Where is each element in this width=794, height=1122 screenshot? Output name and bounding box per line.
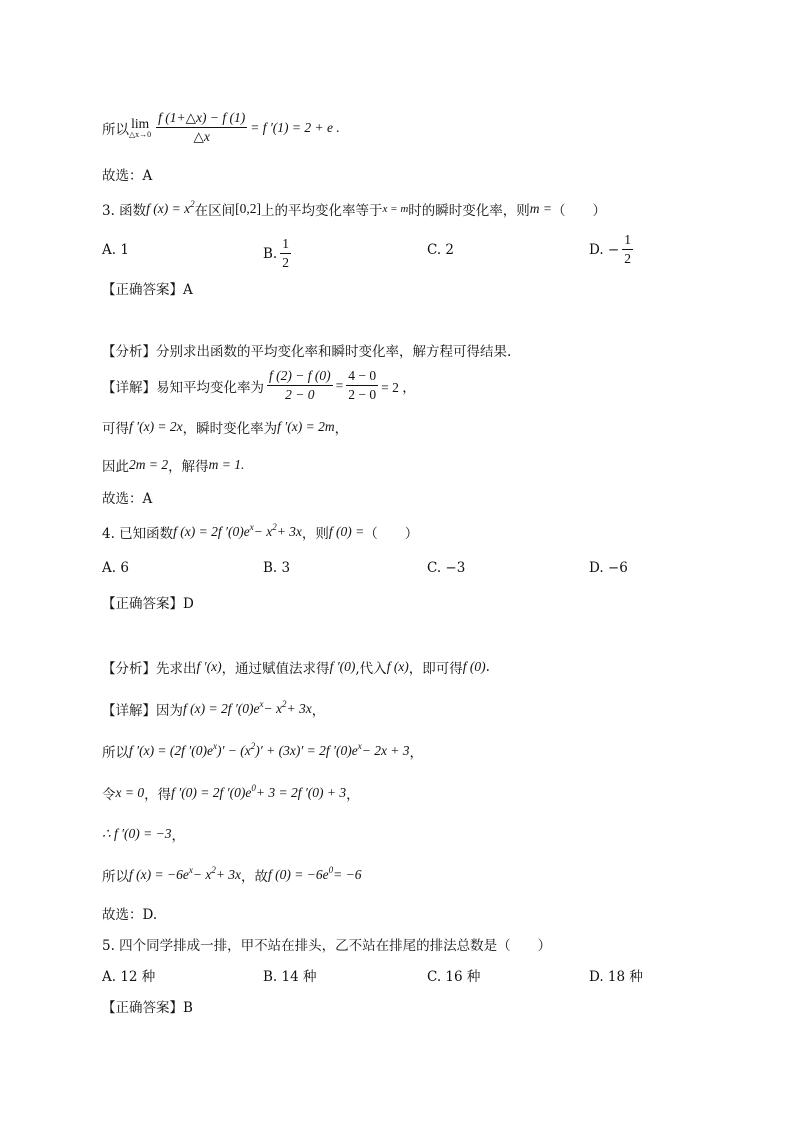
q3-option-a: A. 1 bbox=[102, 242, 129, 258]
question-5: 5. 四个同学排成一排，甲不站在排头，乙不站在排尾的排法总数是（ ） bbox=[102, 938, 552, 954]
text-pre: 所以 bbox=[102, 869, 129, 885]
question-4 bbox=[102, 522, 418, 542]
text-post: . bbox=[485, 659, 490, 675]
q5-option-c: C. 16 种 bbox=[427, 969, 481, 985]
math-expr: f (0) = −6e bbox=[268, 867, 329, 882]
detail-pre: 【详解】易知平均变化率为 bbox=[102, 379, 264, 396]
text-post: ， bbox=[334, 421, 349, 437]
fraction-numerator: f (2) − f (0) bbox=[267, 368, 333, 386]
fraction-numerator: 1 bbox=[280, 236, 291, 254]
analysis-4 bbox=[102, 657, 490, 677]
option-label: B. bbox=[263, 245, 278, 262]
equals-sign: = bbox=[335, 377, 344, 393]
q3-m: m = bbox=[529, 201, 552, 216]
q3-option-b bbox=[263, 236, 294, 271]
text-pre: 【详解】因为 bbox=[102, 703, 183, 719]
math-expr: − x bbox=[253, 524, 273, 539]
correct-answer-4: 【正确答案】D bbox=[102, 596, 194, 612]
detail-fraction-2 bbox=[346, 368, 378, 403]
math-expr: f (0) bbox=[462, 659, 486, 674]
q3-post2: 时的瞬时变化率，则 bbox=[408, 203, 530, 219]
math-expr: f ′(x) = 2x bbox=[129, 419, 183, 434]
fraction-denominator: 2 − 0 bbox=[348, 387, 377, 402]
superscript: x bbox=[212, 741, 217, 751]
q3-post: 上的平均变化率等于 bbox=[261, 203, 383, 219]
text-pre: 因此 bbox=[102, 459, 129, 475]
text-pre: 令 bbox=[102, 787, 116, 803]
text-mid: ，瞬时变化率为 bbox=[182, 421, 278, 437]
math-expr: − x bbox=[192, 867, 212, 882]
correct-answer-3: 【正确答案】A bbox=[102, 282, 193, 298]
superscript: 2 bbox=[272, 522, 277, 532]
q3-exponent: 2 bbox=[190, 199, 195, 209]
superscript: 2 bbox=[250, 741, 256, 751]
q3-option-d bbox=[589, 232, 636, 267]
math-expr: f (x) bbox=[386, 659, 409, 674]
q5-option-a: A. 12 种 bbox=[102, 969, 156, 985]
q5-option-b: B. 14 种 bbox=[263, 969, 317, 985]
q4-option-a: A. 6 bbox=[102, 560, 129, 576]
answer-choice-3: 故选：A bbox=[102, 491, 153, 507]
superscript: x bbox=[357, 741, 362, 751]
detail-4 bbox=[102, 699, 325, 719]
detail-3-line-c bbox=[102, 455, 244, 475]
math-expr: + 3x bbox=[215, 867, 242, 882]
q5-option-d: D. 18 种 bbox=[589, 969, 643, 985]
math-expr: + 3x bbox=[286, 701, 312, 716]
limit-fraction bbox=[156, 110, 247, 145]
superscript: 0 bbox=[328, 865, 334, 875]
text-mid: ，即可得 bbox=[408, 661, 463, 677]
math-expr: − x bbox=[263, 701, 283, 716]
q3-xm: x = m bbox=[382, 203, 409, 215]
text-mid: ，得 bbox=[144, 787, 172, 803]
q3-paren: （ ） bbox=[552, 203, 606, 219]
math-expr: − 2x + 3 bbox=[361, 743, 410, 758]
math-expr: f ′(0) = 2f ′(0)e bbox=[171, 785, 252, 800]
q3-interval: [0,2] bbox=[235, 201, 262, 216]
lim-subscript: △x→0 bbox=[129, 130, 152, 139]
detail-fraction-1 bbox=[267, 368, 333, 403]
math-expr: )′ + (3x)′ = 2f ′(0)e bbox=[255, 743, 358, 758]
text-mid: ，故 bbox=[241, 869, 269, 885]
text-mid: ，则 bbox=[301, 526, 329, 542]
math-expr: + 3 = 2f ′(0) + 3 bbox=[255, 785, 347, 800]
option-fraction bbox=[280, 236, 291, 271]
superscript: x bbox=[188, 865, 193, 875]
math-expr: f ′(x) = 2m bbox=[277, 419, 335, 434]
question-3 bbox=[102, 199, 606, 219]
text-post: ， bbox=[409, 745, 424, 761]
lim-operator: lim △x→0 bbox=[129, 116, 152, 139]
math-expr: f ′(0) bbox=[329, 659, 356, 674]
answer-choice-2: 故选：A bbox=[102, 168, 153, 184]
fraction-numerator: f (1+△x) − f (1) bbox=[156, 110, 247, 128]
correct-answer-5: 【正确答案】B bbox=[102, 1000, 193, 1016]
math-expr: f (x) = −6e bbox=[129, 867, 189, 882]
detail-4-line-e bbox=[102, 865, 362, 885]
math-expr: + 3x bbox=[276, 524, 302, 539]
text-pre: 可得 bbox=[102, 421, 129, 437]
analysis-3: 【分析】分别求出函数的平均变化率和瞬时变化率，解方程可得结果. bbox=[102, 344, 512, 360]
detail-4-line-b bbox=[102, 741, 423, 761]
math-expr: f ′(x) = (2f ′(0)e bbox=[129, 743, 213, 758]
math-expr: f ′(x) bbox=[196, 659, 222, 674]
superscript: x bbox=[249, 522, 254, 532]
fraction-numerator: 1 bbox=[622, 232, 633, 250]
math-expr: x = 0 bbox=[115, 785, 145, 800]
q3-pre: 3. 函数 bbox=[102, 203, 147, 219]
superscript: 0 bbox=[251, 783, 256, 793]
paren: （ ） bbox=[364, 526, 419, 542]
detail-4-line-c bbox=[102, 783, 360, 803]
q3-mid: 在区间 bbox=[194, 203, 236, 219]
q3-function: f (x) = x bbox=[146, 201, 191, 216]
math-expr: )′ − (x bbox=[216, 743, 251, 758]
fraction-denominator: 2 bbox=[282, 255, 289, 270]
text-pre: 所以 bbox=[102, 745, 129, 761]
math-expr: 2m = 2 bbox=[129, 457, 169, 472]
fraction-denominator: 2 − 0 bbox=[285, 387, 315, 402]
text-mid: ,代入 bbox=[355, 661, 387, 677]
text-post: ， bbox=[171, 828, 186, 844]
text-post: ， bbox=[346, 787, 360, 803]
detail-3-line-b bbox=[102, 417, 348, 437]
limit-rhs: = f ′(1) = 2 + e . bbox=[250, 119, 340, 135]
text-pre: 4. 已知函数 bbox=[102, 526, 174, 542]
detail-post: = 2 ， bbox=[381, 379, 416, 395]
math-expr: m = 1. bbox=[208, 457, 245, 472]
detail-3 bbox=[102, 368, 416, 403]
math-expr: f (0) = bbox=[328, 524, 365, 539]
q4-option-c: C. −3 bbox=[427, 560, 466, 576]
text-post: ， bbox=[311, 703, 326, 719]
fraction-denominator: △x bbox=[193, 129, 210, 144]
math-expr: ∴ f ′(0) = −3 bbox=[102, 826, 172, 841]
math-expr: = −6 bbox=[333, 867, 362, 882]
text-mid: ，通过赋值法求得 bbox=[221, 661, 330, 677]
text-mid: ，解得 bbox=[168, 459, 209, 475]
math-expr: f (x) = 2f ′(0)e bbox=[183, 701, 260, 716]
fraction-denominator: 2 bbox=[624, 251, 631, 266]
text-pre: 【分析】先求出 bbox=[102, 661, 197, 677]
text-prefix: 所以 bbox=[102, 121, 129, 138]
option-label: D. − bbox=[589, 241, 620, 258]
fraction-numerator: 4 − 0 bbox=[346, 368, 378, 386]
superscript: 2 bbox=[211, 865, 216, 875]
answer-choice-4: 故选：D. bbox=[102, 907, 158, 923]
option-fraction bbox=[622, 232, 633, 267]
superscript: 2 bbox=[282, 699, 287, 709]
superscript: x bbox=[259, 699, 264, 709]
detail-4-line-d bbox=[102, 824, 185, 844]
limit-line bbox=[102, 110, 340, 145]
q4-option-b: B. 3 bbox=[263, 560, 291, 576]
q3-option-c: C. 2 bbox=[427, 242, 455, 258]
q4-option-d: D. −6 bbox=[589, 560, 628, 576]
math-expr: f (x) = 2f ′(0)e bbox=[173, 524, 250, 539]
